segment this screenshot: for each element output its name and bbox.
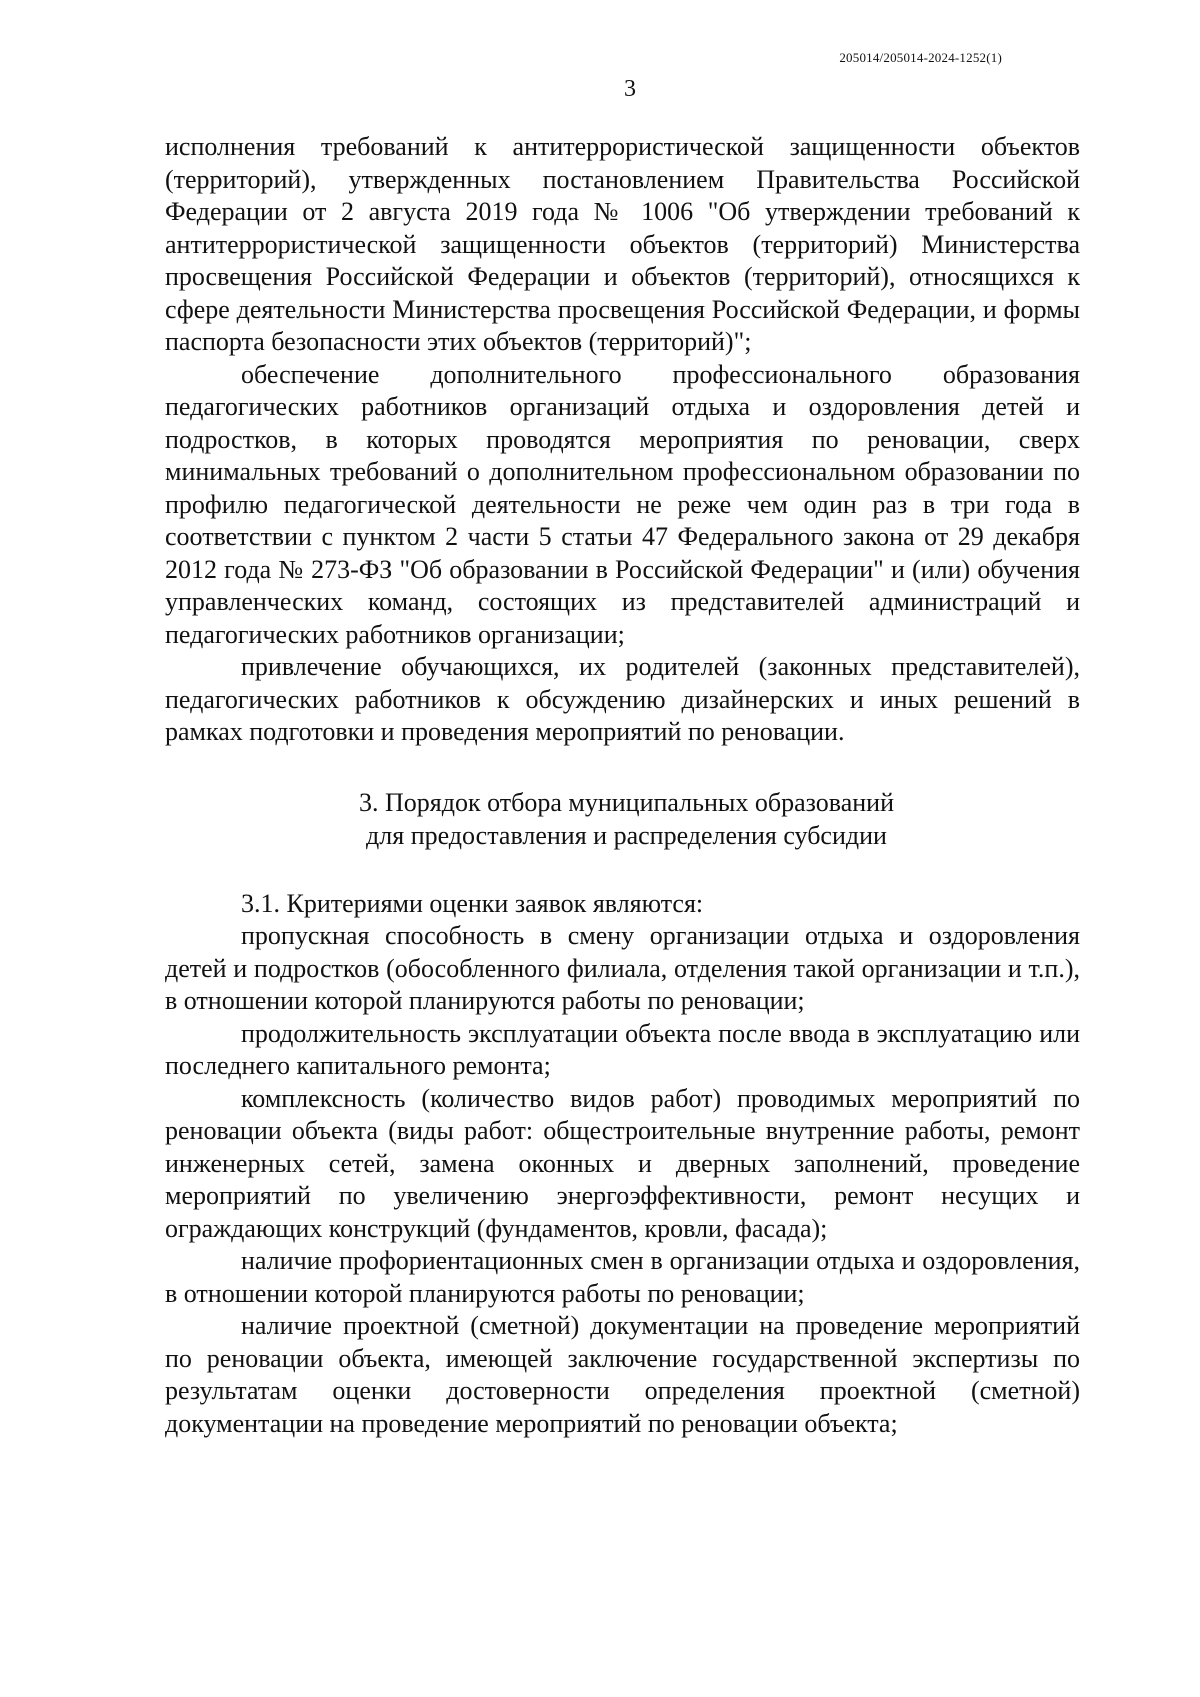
paragraph-stakeholder-involvement: привлечение обучающихся, их родителей (законных представителей), педагогических работников к обсуждению дизайнерских и иных решений в рамках подготовки и проведения мероприятий по реновации. bbox=[165, 652, 1080, 746]
criterion-operation-duration: продолжительность эксплуатации объекта после ввода в эксплуатацию или последнего капитального ремонта; bbox=[165, 1018, 1080, 1080]
criterion-project-documentation: наличие проектной (сметной) документации на проведение мероприятий по реновации объекта, имеющей заключение государственной экспертизы по результатам оценки достоверности определения проектной (сметной) документации на проведение мероприятий по реновации объекта; bbox=[165, 1311, 1080, 1438]
document-body bbox=[165, 131, 1080, 1440]
section-heading-line-1: 3. Порядок отбора муниципальных образований bbox=[359, 787, 894, 817]
paragraph-professional-education: обеспечение дополнительного профессионального образования педагогических работников организаций отдыха и оздоровления детей и подростков, в которых проводятся мероприятия по реновации, сверх минимальных требований о дополнительном профессиональном образовании по профилю педагогической деятельности не реже чем один раз в три года в соответствии с пунктом 2 части 5 статьи 47 Федерального закона от 29 декабря 2012 года № 273-ФЗ "Об образовании в Российской Федерации" и (или) обучения управленческих команд, состоящих из представителей администраций и педагогических работников организации; bbox=[165, 359, 1080, 649]
document-registration-number: 205014/205014-2024-1252(1) bbox=[839, 50, 1002, 65]
criterion-career-guidance-shifts: наличие профориентационных смен в организации отдыха и оздоровления, в отношении которой планируются работы по реновации; bbox=[165, 1246, 1080, 1308]
criteria-intro: 3.1. Критериями оценки заявок являются: bbox=[241, 888, 704, 918]
section-heading-line-2: для предоставления и распределения субсидии bbox=[366, 820, 887, 850]
section-heading bbox=[165, 786, 1080, 852]
continuation-paragraph: исполнения требований к антитеррористической защищенности объектов (территорий), утвержденных постановлением Правительства Российской Федерации от 2 августа 2019 года № 1006 "Об утверждении требований к антитеррористической защищенности объектов (территорий) Министерства просвещения Российской Федерации и объектов (территорий), относящихся к сфере деятельности Министерства просвещения Российской Федерации, и формы паспорта безопасности этих объектов (территорий)"; bbox=[165, 132, 1080, 356]
criterion-capacity: пропускная способность в смену организации отдыха и оздоровления детей и подростков (обособленного филиала, отделения такой организации и т.п.), в отношении которой планируются работы по реновации; bbox=[165, 921, 1080, 1015]
page-number: 3 bbox=[624, 76, 636, 102]
criterion-work-complexity: комплексность (количество видов работ) проводимых мероприятий по реновации объекта (виды работ: общестроительные внутренние работы, ремонт инженерных сетей, замена оконных и дверных заполнений, проведение мероприятий по увеличению энергоэффективности, ремонт несущих и ограждающих конструкций (фундаментов, кровли, фасада); bbox=[165, 1083, 1080, 1243]
